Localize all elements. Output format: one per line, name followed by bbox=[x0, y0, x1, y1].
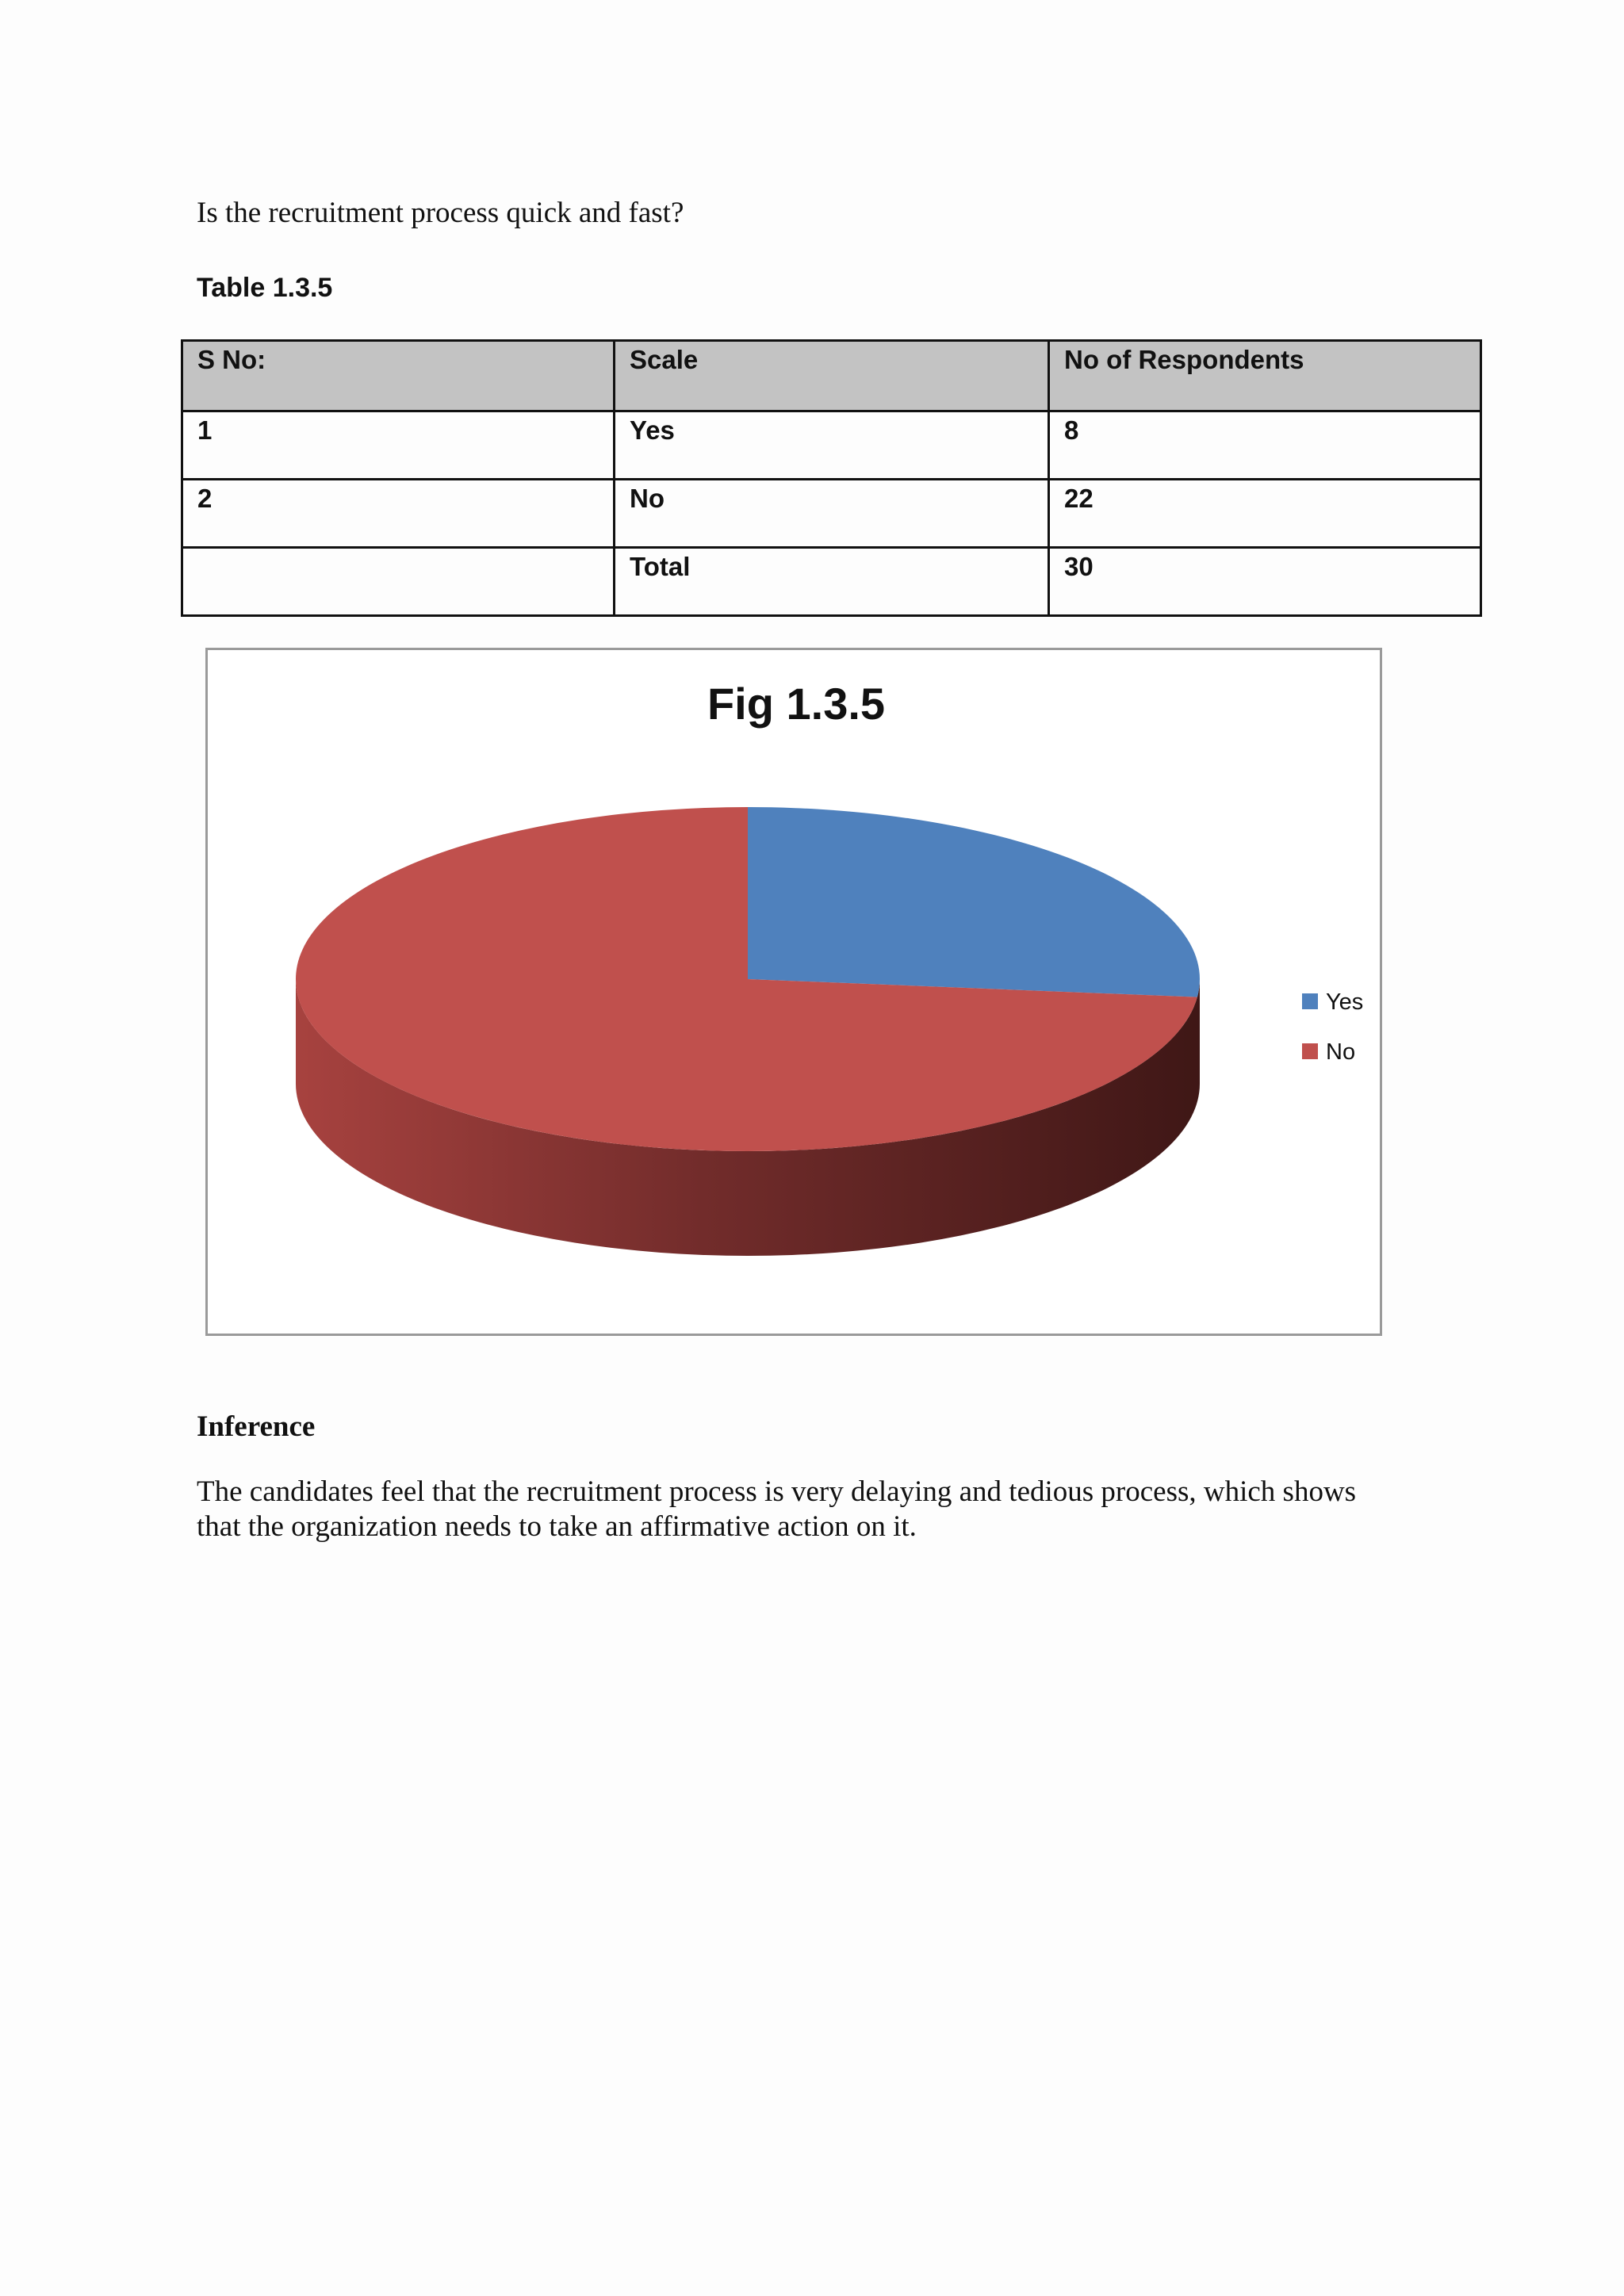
pie-chart-frame bbox=[205, 648, 1382, 1336]
table-row bbox=[182, 480, 1481, 548]
header-respondents: No of Respondents bbox=[1049, 341, 1481, 411]
inference-line: The candidates feel that the recruitment process is very delaying and tedious process, which shows bbox=[197, 1475, 1357, 1508]
cell-scale: No bbox=[615, 480, 1049, 548]
pie-slice-yes bbox=[748, 807, 1200, 997]
cell-respondents: 30 bbox=[1049, 548, 1481, 616]
respondents-table bbox=[181, 339, 1482, 617]
cell-scale: Total bbox=[615, 548, 1049, 616]
legend-label-yes: Yes bbox=[1326, 989, 1364, 1015]
inference-line: that the organization needs to take an affirmative action on it. bbox=[197, 1510, 917, 1543]
cell-sno: 1 bbox=[182, 411, 615, 480]
pie-chart bbox=[208, 650, 1380, 1334]
legend-swatch-no bbox=[1302, 1043, 1318, 1059]
table-row bbox=[182, 411, 1481, 480]
cell-respondents: 22 bbox=[1049, 480, 1481, 548]
pie-layer bbox=[296, 807, 1200, 1256]
cell-respondents: 8 bbox=[1049, 411, 1481, 480]
inference-heading: Inference bbox=[197, 1410, 316, 1443]
cell-sno: 2 bbox=[182, 480, 615, 548]
header-scale: Scale bbox=[615, 341, 1049, 411]
cell-sno bbox=[182, 548, 615, 616]
header-sno: S No: bbox=[182, 341, 615, 411]
chart-legend bbox=[1302, 989, 1363, 1065]
legend-swatch-yes bbox=[1302, 993, 1318, 1009]
inference-text bbox=[197, 1475, 1434, 1544]
table-caption: Table 1.3.5 bbox=[197, 273, 333, 303]
table-header-row bbox=[182, 341, 1481, 411]
table-row-total bbox=[182, 548, 1481, 616]
legend-label-no: No bbox=[1326, 1039, 1356, 1065]
chart-title: Fig 1.3.5 bbox=[707, 679, 886, 729]
cell-scale: Yes bbox=[615, 411, 1049, 480]
question-text: Is the recruitment process quick and fast? bbox=[197, 197, 684, 229]
